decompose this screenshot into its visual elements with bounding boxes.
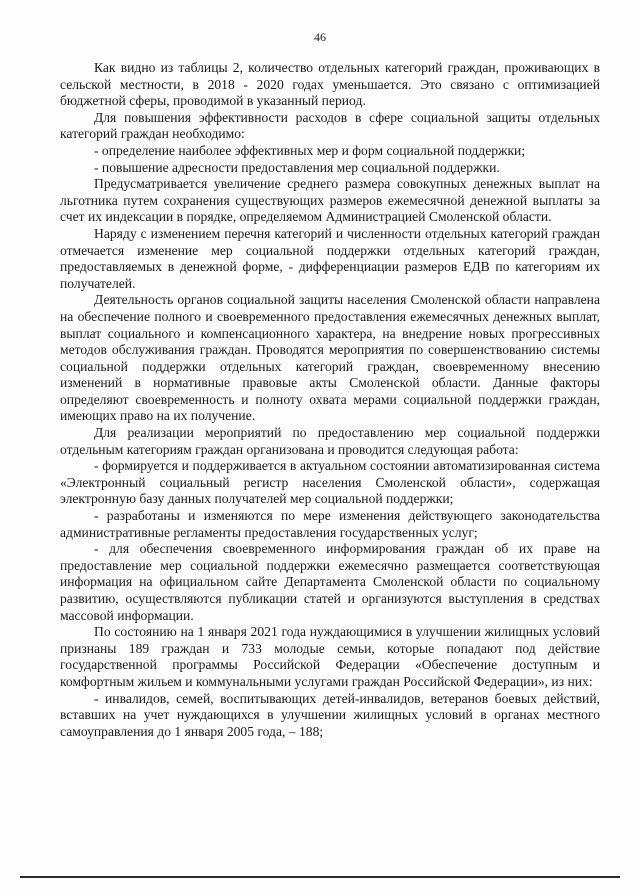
list-item-regulations: - разработаны и изменяются по мере изменения действующего законодательства административные регламенты предоставления государственных услуг; [60,508,600,540]
paragraph-table-2-summary: Как видно из таблицы 2, количество отдельных категорий граждан, проживающих в сельской местности, в 2018 - 2020 годах уменьшается. Это связано с оптимизацией бюджетной сферы, проводимой в указанный период. [60,60,600,109]
list-item-informing: - для обеспечения своевременного информирования граждан об их праве на предоставление мер социальной поддержки ежемесячно размещается соответствующая информация на официальном сайте Департамента Смоленской области по социальному развитию, осуществляются публикации статей и организуются выступления в средствах массовой информации. [60,541,600,623]
page-number: 46 [314,30,326,44]
paragraph-category-changes: Наряду с изменением перечня категорий и численности отдельных категорий граждан отмечается изменение мер социальной поддержки отдельных категорий граждан, предоставляемых в денежной форме, - дифференциации размеров ЕДВ по категориям их получателей. [60,225,600,291]
page-bottom-rule [20,876,620,878]
list-item-effective-measures: - определение наиболее эффективных мер и форм социальной поддержки; [94,142,526,158]
list-item-social-register: - формируется и поддерживается в актуальном состоянии автоматизированная система «Электронный социальный регистр населения Смоленской области», содержащая электронную базу данных получателей мер социальной поддержки; [60,458,600,507]
paragraph-work-intro: Для реализации мероприятий по предоставлению мер социальной поддержки отдельным категориям граждан организована и проводится следующая работа: [60,425,600,457]
list-item-targeting: - повышение адресности предоставления мер социальной поддержки. [94,159,500,175]
paragraph-housing-status: По состоянию на 1 января 2021 года нуждающимися в улучшении жилищных условий признаны 189 граждан и 733 молодые семьи, которые попадают под действие государственной программы Российской Федерации «Обеспечение доступным и комфортным жильем и коммунальными услугами граждан Российской Федерации», из них: [60,624,600,689]
list-item-disabled-veterans: - инвалидов, семей, воспитывающих детей-инвалидов, ветеранов боевых действий, вставших на учет нуждающихся в улучшении жилищных условий в органах местного самоуправления до 1 января 2005 года, – 188; [60,690,600,739]
paragraph-social-protection-activity: Деятельность органов социальной защиты населения Смоленской области направлена на обеспечение полного и своевременного предоставления ежемесячных денежных выплат, выплат социального и компенсационного характера, на внедрение новых прогрессивных методов обслуживания граждан. Проводятся мероприятия по совершенствованию системы социальной поддержки отдельных категорий граждан, своевременному внесению изменений в нормативные правовые акты Смоленской области. Данные факторы определяют своевременность и полноту охвата мерами социальной поддержки граждан, имеющих право на их получение. [60,292,600,424]
document-body [60,60,600,740]
paragraph-efficiency-intro: Для повышения эффективности расходов в сфере социальной защиты отдельных категорий граждан необходимо: [60,109,600,142]
paragraph-payment-increase: Предусматривается увеличение среднего размера совокупных денежных выплат на льготника путем сохранения существующих размеров ежемесячной денежной выплаты за счет их индексации в порядке, определяемом Администрацией Смоленской области. [60,176,600,225]
